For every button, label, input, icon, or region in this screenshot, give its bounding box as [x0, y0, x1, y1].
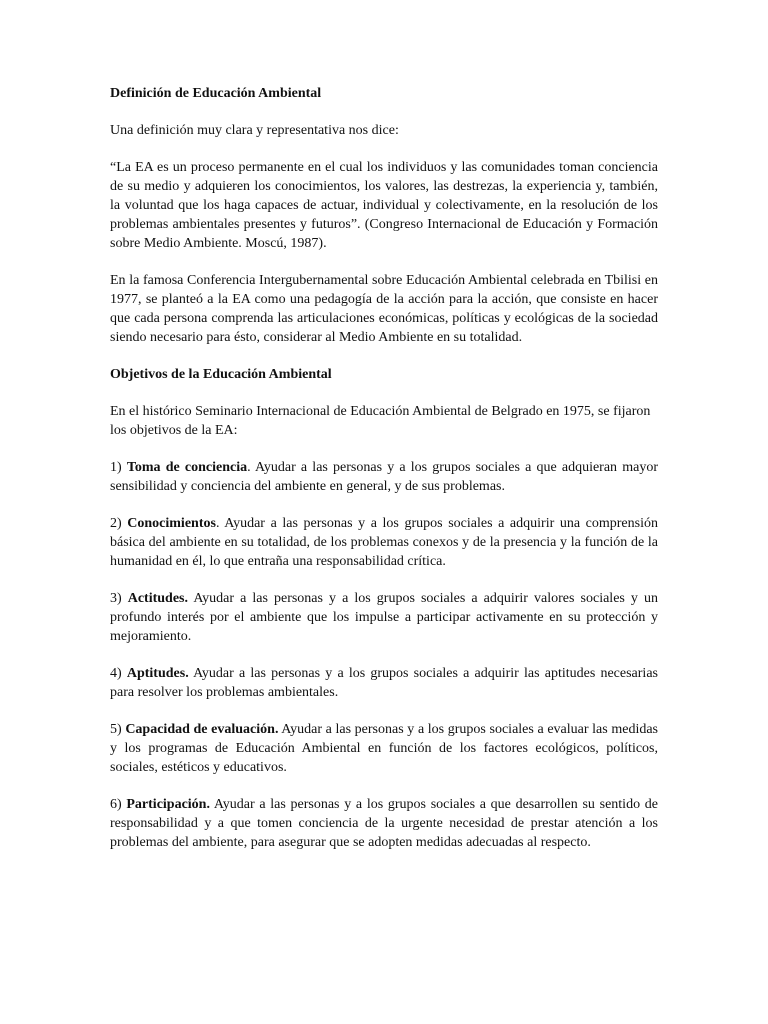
objective-item: [110, 720, 658, 777]
objective-title: Participación.: [126, 797, 210, 812]
tbilisi-paragraph: En la famosa Conferencia Intergubernamental sobre Educación Ambiental celebrada en Tbilisi en 1977, se planteó a la EA como una pedagogía de la acción para la acción, que consiste en hacer que cada persona comprenda las articulaciones económicas, políticas y ecológicas de la sociedad siendo necesario para ésto, considerar al Medio Ambiente en su totalidad.: [110, 273, 658, 345]
objective-item: [110, 795, 658, 852]
document-page: [110, 84, 658, 870]
objective-text: . Ayudar a las personas y a los grupos sociales a adquirir una comprensión básica del ambiente en su totalidad, de los problemas conexos y de la presencia y la función de la humanidad en él, lo que entraña una responsabilidad crítica.: [110, 516, 658, 569]
objective-item: [110, 664, 658, 702]
objective-number: 4): [110, 666, 127, 681]
objective-item: [110, 589, 658, 646]
objective-title: Capacidad de evaluación.: [125, 722, 279, 737]
objective-text: Ayudar a las personas y a los grupos sociales a evaluar las medidas y los programas de Educación Ambiental en función de los factores ecológicos, políticos, sociales, estéticos y educativos.: [110, 722, 658, 775]
objective-title: Actitudes.: [127, 591, 189, 606]
objective-title: Conocimientos: [127, 516, 216, 531]
section-heading-definicion: Definición de Educación Ambiental: [110, 86, 322, 101]
objective-number: 5): [110, 722, 126, 737]
objective-title: Aptitudes.: [126, 666, 189, 681]
belgrado-paragraph: En el histórico Seminario Internacional de Educación Ambiental de Belgrado en 1975, se fijaron los objetivos de la EA:: [110, 404, 651, 438]
objective-number: 3): [110, 591, 128, 606]
intro-paragraph: Una definición muy clara y representativa nos dice:: [110, 123, 399, 138]
objective-text: Ayudar a las personas y a los grupos sociales a adquirir las aptitudes necesarias para resolver los problemas ambientales.: [110, 666, 658, 700]
objective-item: [110, 458, 658, 496]
objective-number: 2): [110, 516, 128, 531]
objective-text: Ayudar a las personas y a los grupos sociales a adquirir valores sociales y un profundo interés por el ambiente que los impulse a participar activamente en su protección y mejoramiento.: [110, 591, 658, 644]
objective-number: 6): [110, 797, 127, 812]
objective-item: [110, 514, 658, 571]
objective-title: Toma de conciencia: [126, 460, 248, 475]
quote-paragraph: “La EA es un proceso permanente en el cual los individuos y las comunidades toman conciencia de su medio y adquieren los conocimientos, los valores, las destrezas, la experiencia y, también, la voluntad que los haga capaces de actuar, individual y colectivamente, en la resolución de los problemas ambientales presentes y futuros”. (Congreso Internacional de Educación y Formación sobre Medio Ambiente. Moscú, 1987).: [110, 160, 658, 251]
objective-text: Ayudar a las personas y a los grupos sociales a que desarrollen su sentido de responsabilidad y a que tomen conciencia de la urgente necesidad de prestar atención a los problemas del ambiente, para asegurar que se adopten medidas adecuadas al respecto.: [110, 797, 658, 850]
objective-number: 1): [110, 460, 127, 475]
objective-text: . Ayudar a las personas y a los grupos sociales a que adquieran mayor sensibilidad y conciencia del ambiente en general, y de sus problemas.: [110, 460, 658, 494]
section-heading-objetivos: Objetivos de la Educación Ambiental: [110, 367, 332, 382]
